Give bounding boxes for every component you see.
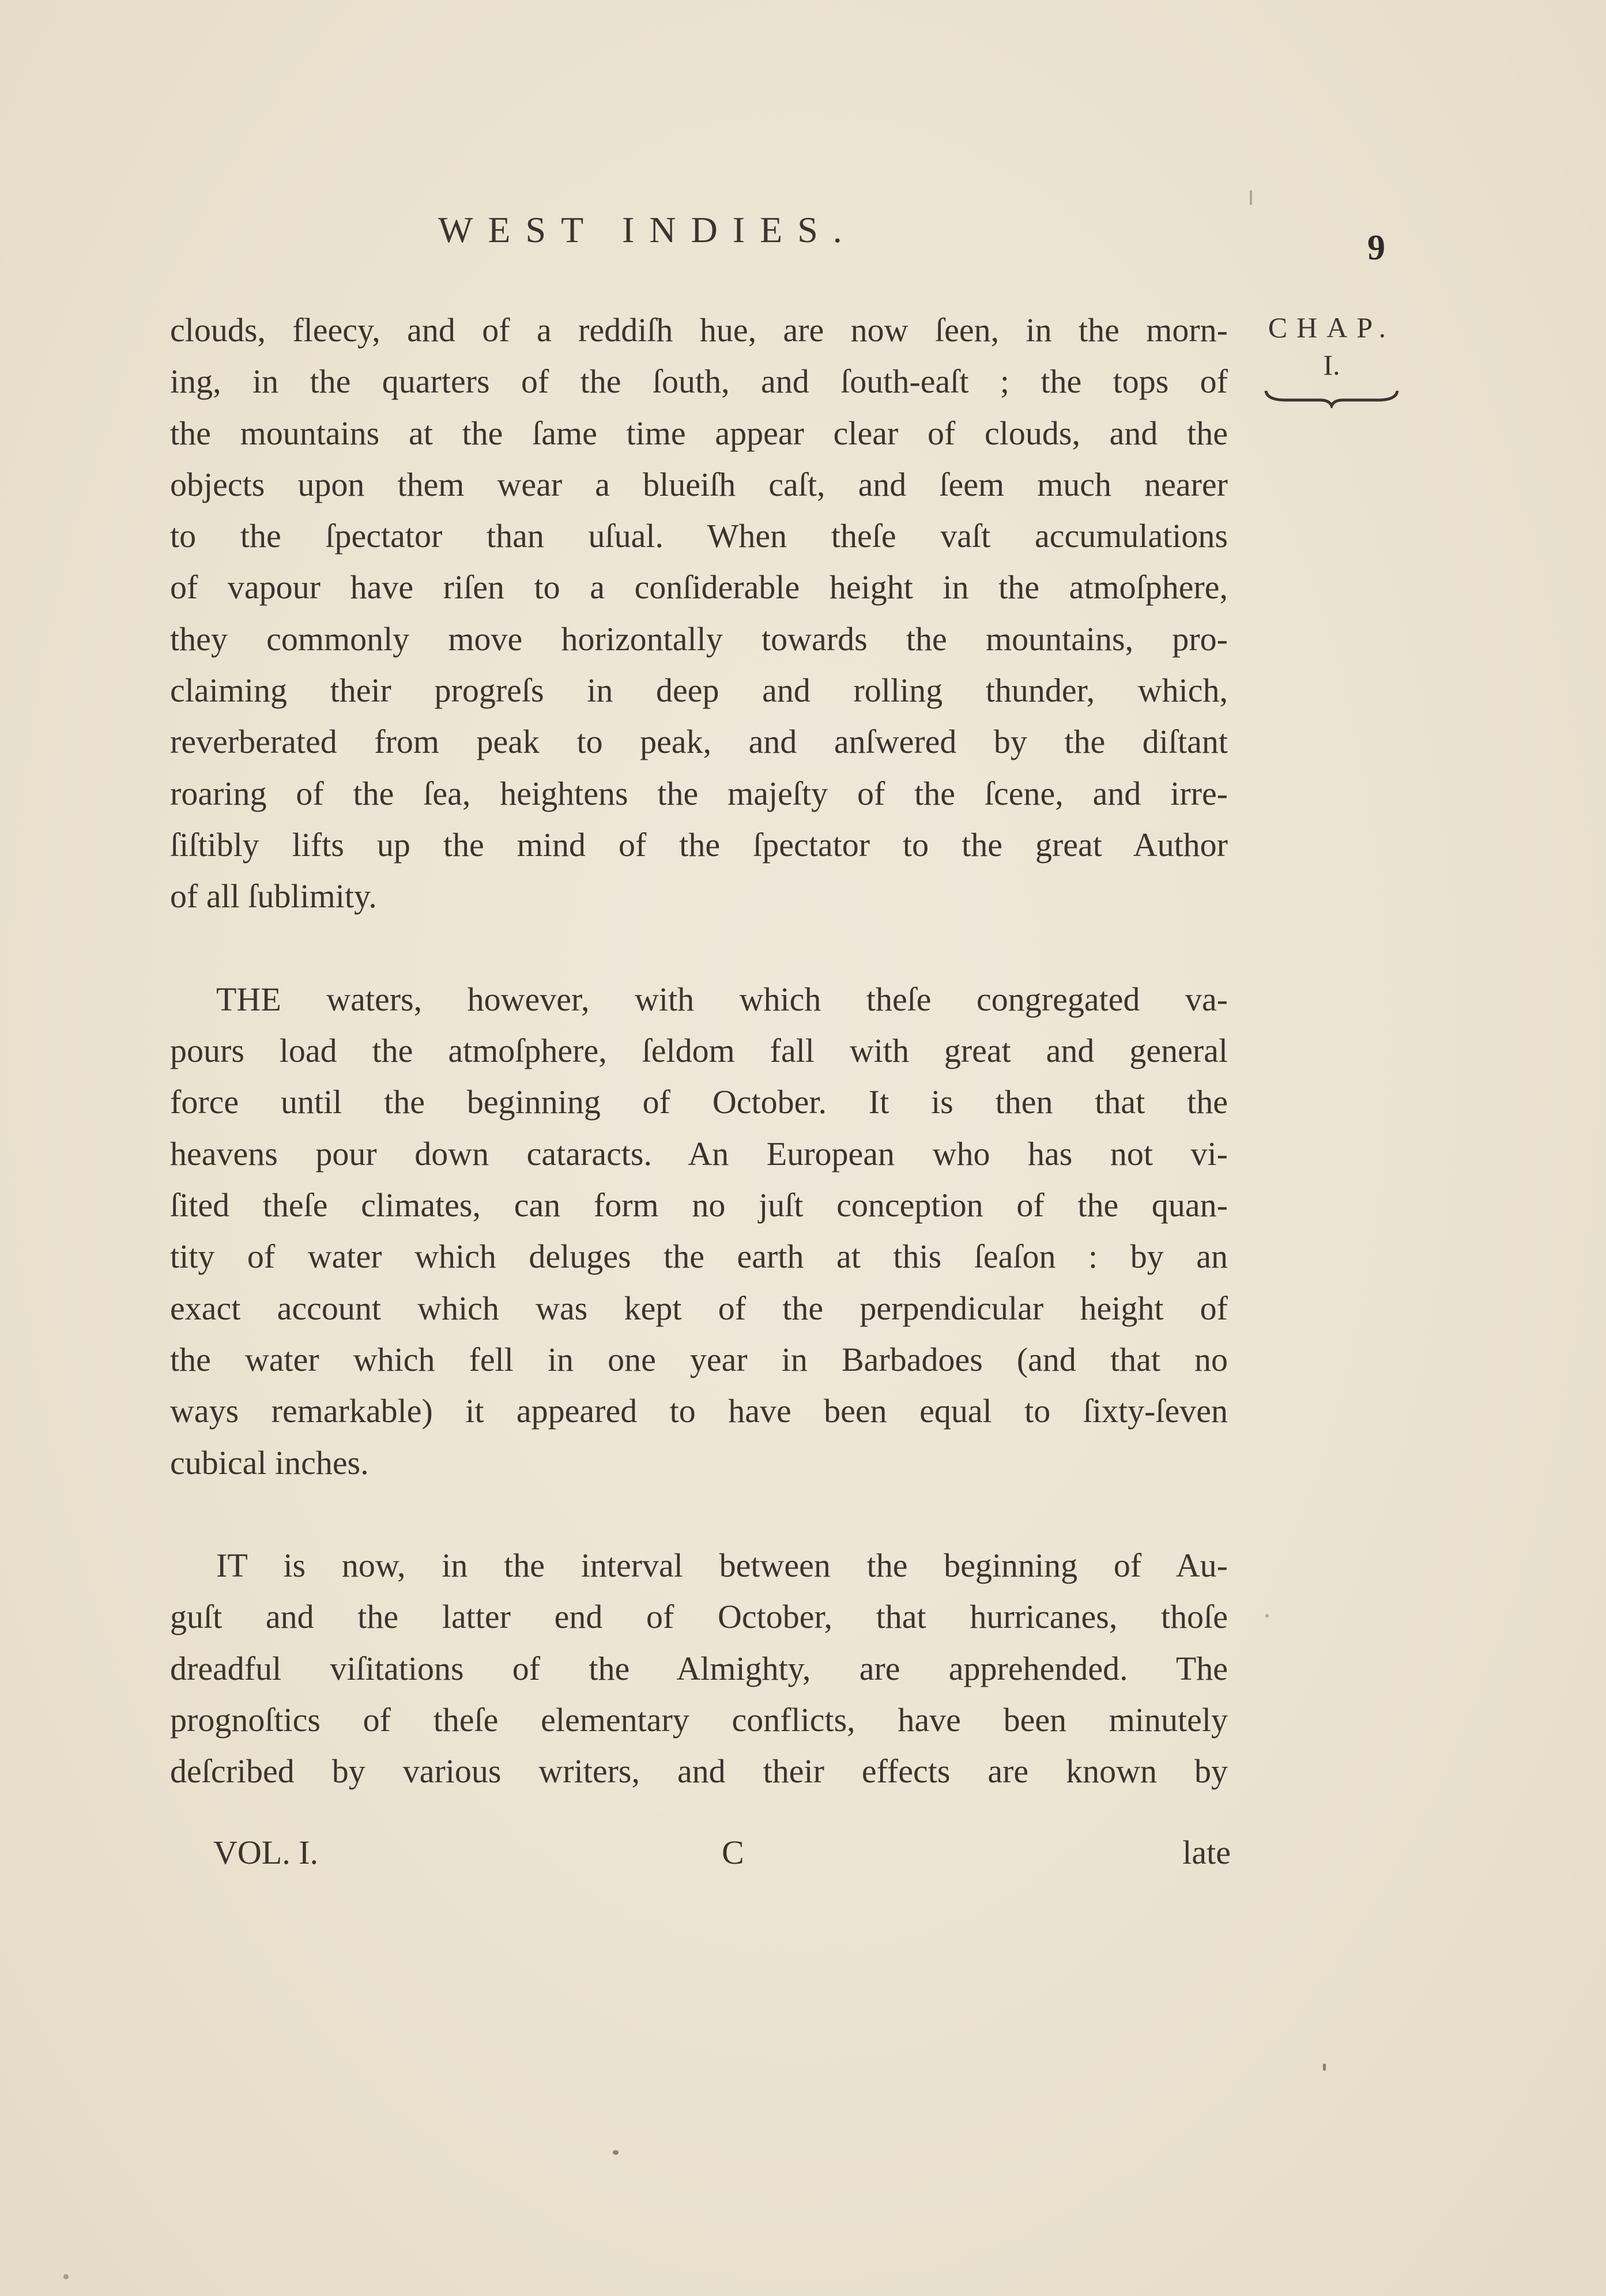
brace-ornament-icon — [1262, 389, 1401, 408]
paragraph — [170, 304, 1228, 922]
page-footer — [213, 1833, 1231, 1879]
text-line: tity of water which deluges the earth at this ſeaſon : by an — [170, 1238, 1228, 1276]
paper-speck — [1323, 2064, 1326, 2071]
paragraph — [170, 1540, 1228, 1797]
body-text — [170, 304, 1228, 1797]
running-title: WEST INDIES. — [438, 209, 857, 250]
volume-label: VOL. I. — [213, 1834, 319, 1871]
text-line: guſt and the latter end of October, that hurricanes, thoſe — [170, 1598, 1228, 1636]
text-line: to the ſpectator than uſual. When theſe vaſt accumulations — [170, 517, 1228, 555]
text-line: exact account which was kept of the perpendicular height of — [170, 1289, 1228, 1327]
text-line: reverberated from peak to peak, and anſwered by the diſtant — [170, 723, 1228, 761]
text-line: objects upon them wear a blueiſh caſt, and ſeem much nearer — [170, 465, 1228, 503]
catchword: late — [1182, 1834, 1231, 1871]
chapter-number: I. — [1323, 349, 1340, 381]
text-line: of all ſublimity. — [170, 877, 377, 915]
text-line: they commonly move horizontally towards the mountains, pro- — [170, 620, 1228, 658]
chapter-label: CHAP. — [1268, 311, 1396, 344]
paper-speck — [1250, 190, 1252, 205]
text-line: roaring of the ſea, heightens the majeſty of the ſcene, and irre- — [170, 774, 1228, 812]
text-line: ing, in the quarters of the ſouth, and ſouth-eaſt ; the tops of — [170, 363, 1228, 401]
page-number: 9 — [1367, 228, 1385, 267]
text-line: force until the beginning of October. It is then that the — [170, 1083, 1228, 1121]
text-line: the water which fell in one year in Barbadoes (and that no — [170, 1340, 1228, 1378]
text-line: deſcribed by various writers, and their effects are known by — [170, 1752, 1228, 1790]
text-line: ways remarkable) it appeared to have been equal to ſixty-ſeven — [170, 1392, 1228, 1430]
paper-speck — [613, 2150, 619, 2155]
text-line: of vapour have riſen to a conſiderable height in the atmoſphere, — [170, 568, 1228, 606]
text-line: IT is now, in the interval between the beginning of Au- — [216, 1547, 1228, 1585]
paper-speck — [1265, 1614, 1269, 1618]
text-line: ſited theſe climates, can form no juſt conception of the quan- — [170, 1186, 1228, 1224]
chapter-marginal-note — [1257, 310, 1407, 408]
text-line: cubical inches. — [170, 1443, 369, 1481]
text-line: dreadful viſitations of the Almighty, are apprehended. The — [170, 1649, 1228, 1687]
text-line: ſiſtibly lifts up the mind of the ſpectator to the great Author — [170, 825, 1228, 864]
text-line: claiming their progreſs in deep and rolling thunder, which, — [170, 672, 1228, 710]
paper-speck — [63, 2274, 69, 2279]
text-line: heavens pour down cataracts. An European who has not vi- — [170, 1134, 1228, 1172]
paragraph — [170, 974, 1228, 1488]
text-line: pours load the atmoſphere, ſeldom fall with great and general — [170, 1032, 1228, 1070]
text-line: prognoſtics of theſe elementary conflicts, have been minutely — [170, 1701, 1228, 1739]
text-line: the mountains at the ſame time appear clear of clouds, and the — [170, 414, 1228, 452]
text-line: THE waters, however, with which theſe congregated va- — [216, 980, 1228, 1018]
signature-mark: C — [722, 1834, 744, 1871]
text-line: clouds, fleecy, and of a reddiſh hue, are now ſeen, in the morn- — [170, 311, 1228, 349]
